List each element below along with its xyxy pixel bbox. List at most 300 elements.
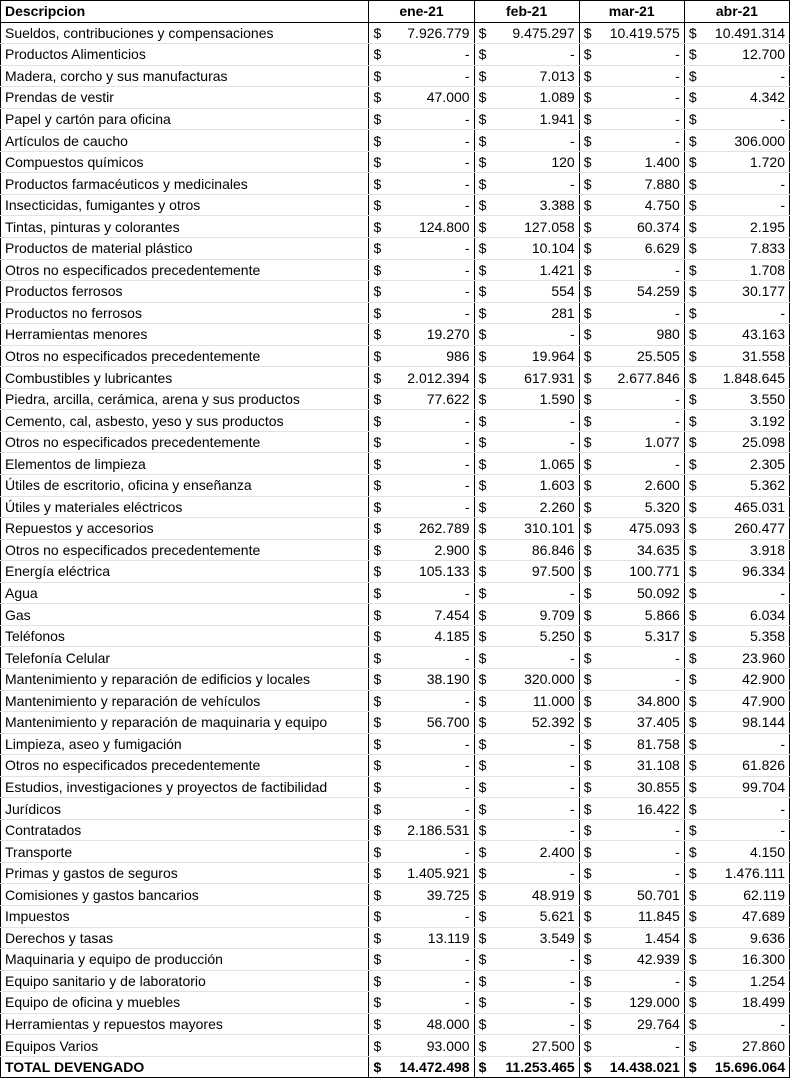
currency-symbol: $ — [369, 302, 389, 324]
row-value: 1.077 — [599, 431, 684, 453]
currency-symbol: $ — [684, 151, 704, 173]
currency-symbol: $ — [369, 324, 389, 346]
row-description: Jurídicos — [1, 798, 369, 820]
row-value: - — [389, 130, 474, 152]
row-value: 25.098 — [704, 431, 789, 453]
row-value: 1.941 — [494, 108, 579, 130]
row-value: - — [389, 431, 474, 453]
currency-symbol: $ — [579, 625, 599, 647]
currency-symbol: $ — [579, 130, 599, 152]
table-row — [1, 388, 790, 410]
row-description: Teléfonos — [1, 625, 369, 647]
currency-symbol: $ — [579, 410, 599, 432]
table-row — [1, 927, 790, 949]
currency-symbol: $ — [684, 625, 704, 647]
currency-symbol: $ — [474, 281, 494, 303]
row-description: Derechos y tasas — [1, 927, 369, 949]
currency-symbol: $ — [579, 884, 599, 906]
row-value: 617.931 — [494, 367, 579, 389]
row-value: 1.089 — [494, 87, 579, 109]
currency-symbol: $ — [369, 712, 389, 734]
row-value: 7.454 — [389, 604, 474, 626]
currency-symbol: $ — [474, 884, 494, 906]
currency-symbol: $ — [579, 561, 599, 583]
currency-symbol: $ — [369, 518, 389, 540]
currency-symbol: $ — [474, 410, 494, 432]
table-body — [1, 22, 790, 1056]
row-value: - — [389, 410, 474, 432]
currency-symbol: $ — [579, 388, 599, 410]
currency-symbol: $ — [684, 302, 704, 324]
row-value: 260.477 — [704, 518, 789, 540]
currency-symbol: $ — [369, 108, 389, 130]
currency-symbol: $ — [579, 108, 599, 130]
total-value: 14.438.021 — [599, 1056, 684, 1078]
currency-symbol: $ — [369, 905, 389, 927]
row-value: 2.186.531 — [389, 819, 474, 841]
table-row — [1, 44, 790, 66]
total-row — [1, 1056, 790, 1078]
row-value: 2.400 — [494, 841, 579, 863]
row-value: 3.550 — [704, 388, 789, 410]
currency-symbol: $ — [684, 1013, 704, 1035]
currency-symbol: $ — [369, 65, 389, 87]
row-value: - — [704, 798, 789, 820]
row-description: Limpieza, aseo y fumigación — [1, 733, 369, 755]
row-description: Agua — [1, 582, 369, 604]
row-value: - — [389, 733, 474, 755]
row-description: Tintas, pinturas y colorantes — [1, 216, 369, 238]
row-value: - — [389, 173, 474, 195]
row-value: - — [599, 44, 684, 66]
currency-symbol: $ — [579, 475, 599, 497]
row-value: 4.342 — [704, 87, 789, 109]
row-value: 56.700 — [389, 712, 474, 734]
currency-symbol: $ — [369, 884, 389, 906]
row-description: Mantenimiento y reparación de vehículos — [1, 690, 369, 712]
row-value: 48.919 — [494, 884, 579, 906]
currency-symbol: $ — [369, 194, 389, 216]
row-value: 9.475.297 — [494, 22, 579, 44]
row-description: Artículos de caucho — [1, 130, 369, 152]
table-row — [1, 798, 790, 820]
row-description: Herramientas y repuestos mayores — [1, 1013, 369, 1035]
currency-symbol: $ — [684, 862, 704, 884]
row-value: - — [389, 453, 474, 475]
header-description: Descripcion — [1, 1, 369, 23]
currency-symbol: $ — [684, 949, 704, 971]
row-value: - — [389, 755, 474, 777]
row-value: 1.254 — [704, 970, 789, 992]
currency-symbol: $ — [684, 475, 704, 497]
row-value: 47.000 — [389, 87, 474, 109]
row-value: 2.260 — [494, 496, 579, 518]
row-description: Mantenimiento y reparación de maquinaria y equipo — [1, 712, 369, 734]
row-description: Gas — [1, 604, 369, 626]
row-value: 3.192 — [704, 410, 789, 432]
currency-symbol: $ — [579, 776, 599, 798]
row-description: Repuestos y accesorios — [1, 518, 369, 540]
currency-symbol: $ — [579, 798, 599, 820]
currency-symbol: $ — [474, 733, 494, 755]
currency-symbol: $ — [684, 712, 704, 734]
table-row — [1, 755, 790, 777]
row-value: 3.388 — [494, 194, 579, 216]
row-value: - — [599, 819, 684, 841]
row-value: 39.725 — [389, 884, 474, 906]
row-value: 262.789 — [389, 518, 474, 540]
row-description: Equipo sanitario y de laboratorio — [1, 970, 369, 992]
currency-symbol: $ — [369, 798, 389, 820]
row-description: Productos Alimenticios — [1, 44, 369, 66]
row-value: 47.689 — [704, 905, 789, 927]
currency-symbol: $ — [579, 22, 599, 44]
table-row — [1, 108, 790, 130]
currency-symbol: $ — [474, 604, 494, 626]
currency-symbol: $ — [369, 625, 389, 647]
row-description: Piedra, arcilla, cerámica, arena y sus productos — [1, 388, 369, 410]
row-description: Útiles y materiales eléctricos — [1, 496, 369, 518]
row-value: 54.259 — [599, 281, 684, 303]
currency-symbol: $ — [369, 539, 389, 561]
currency-symbol: $ — [684, 431, 704, 453]
row-value: - — [389, 238, 474, 260]
row-value: - — [389, 65, 474, 87]
currency-symbol: $ — [684, 44, 704, 66]
row-value: 31.108 — [599, 755, 684, 777]
row-value: - — [704, 582, 789, 604]
table-row — [1, 647, 790, 669]
currency-symbol: $ — [684, 65, 704, 87]
row-value: 306.000 — [704, 130, 789, 152]
row-value: 281 — [494, 302, 579, 324]
row-value: 7.833 — [704, 238, 789, 260]
row-value: 10.419.575 — [599, 22, 684, 44]
row-value: 10.104 — [494, 238, 579, 260]
currency-symbol: $ — [579, 194, 599, 216]
table-row — [1, 905, 790, 927]
currency-symbol: $ — [369, 1035, 389, 1057]
currency-symbol: $ — [684, 238, 704, 260]
currency-symbol: $ — [579, 755, 599, 777]
row-description: Compuestos químicos — [1, 151, 369, 173]
row-value: - — [389, 949, 474, 971]
currency-symbol: $ — [684, 927, 704, 949]
row-description: Cemento, cal, asbesto, yeso y sus productos — [1, 410, 369, 432]
row-value: 1.590 — [494, 388, 579, 410]
table-row — [1, 194, 790, 216]
currency-symbol: $ — [369, 819, 389, 841]
row-description: Productos de material plástico — [1, 238, 369, 260]
row-value: - — [389, 108, 474, 130]
row-value: 34.635 — [599, 539, 684, 561]
currency-symbol: $ — [474, 345, 494, 367]
table-row — [1, 87, 790, 109]
row-value: - — [389, 690, 474, 712]
row-value: 86.846 — [494, 539, 579, 561]
currency-symbol: $ — [474, 755, 494, 777]
currency-symbol: $ — [684, 259, 704, 281]
row-value: 310.101 — [494, 518, 579, 540]
currency-symbol: $ — [474, 539, 494, 561]
row-value: 1.848.645 — [704, 367, 789, 389]
currency-symbol: $ — [474, 1035, 494, 1057]
row-description: Papel y cartón para oficina — [1, 108, 369, 130]
row-value: - — [599, 302, 684, 324]
currency-symbol: $ — [684, 22, 704, 44]
row-value: - — [599, 841, 684, 863]
row-value: 1.400 — [599, 151, 684, 173]
currency-symbol: $ — [579, 259, 599, 281]
currency-symbol: $ — [579, 668, 599, 690]
row-value: - — [494, 819, 579, 841]
currency-symbol: $ — [579, 841, 599, 863]
table-row — [1, 216, 790, 238]
row-value: - — [494, 992, 579, 1014]
row-value: - — [494, 44, 579, 66]
row-value: 48.000 — [389, 1013, 474, 1035]
currency-symbol: $ — [579, 518, 599, 540]
currency-symbol: $ — [684, 518, 704, 540]
currency-symbol: $ — [474, 22, 494, 44]
row-value: 42.900 — [704, 668, 789, 690]
currency-symbol: $ — [474, 776, 494, 798]
row-value: 5.250 — [494, 625, 579, 647]
row-value: 30.855 — [599, 776, 684, 798]
table-row — [1, 410, 790, 432]
currency-symbol: $ — [369, 647, 389, 669]
currency-symbol: $ — [579, 1056, 599, 1078]
row-value: 4.185 — [389, 625, 474, 647]
row-value: - — [389, 496, 474, 518]
currency-symbol: $ — [369, 690, 389, 712]
row-value: - — [704, 302, 789, 324]
table-row — [1, 130, 790, 152]
table-row — [1, 151, 790, 173]
currency-symbol: $ — [579, 238, 599, 260]
row-value: 30.177 — [704, 281, 789, 303]
row-value: 1.065 — [494, 453, 579, 475]
currency-symbol: $ — [474, 841, 494, 863]
row-value: 38.190 — [389, 668, 474, 690]
currency-symbol: $ — [474, 108, 494, 130]
currency-symbol: $ — [579, 539, 599, 561]
row-description: Prendas de vestir — [1, 87, 369, 109]
currency-symbol: $ — [369, 453, 389, 475]
currency-symbol: $ — [684, 539, 704, 561]
row-value: 13.119 — [389, 927, 474, 949]
row-value: 19.270 — [389, 324, 474, 346]
row-value: - — [494, 755, 579, 777]
currency-symbol: $ — [684, 194, 704, 216]
row-description: Transporte — [1, 841, 369, 863]
currency-symbol: $ — [579, 905, 599, 927]
table-row — [1, 259, 790, 281]
currency-symbol: $ — [684, 388, 704, 410]
currency-symbol: $ — [579, 647, 599, 669]
row-value: 5.362 — [704, 475, 789, 497]
currency-symbol: $ — [369, 841, 389, 863]
currency-symbol: $ — [474, 65, 494, 87]
currency-symbol: $ — [579, 604, 599, 626]
currency-symbol: $ — [474, 582, 494, 604]
currency-symbol: $ — [369, 927, 389, 949]
header-month: abr-21 — [684, 1, 789, 23]
currency-symbol: $ — [369, 151, 389, 173]
header-month: ene-21 — [369, 1, 474, 23]
total-value: 14.472.498 — [389, 1056, 474, 1078]
currency-symbol: $ — [579, 496, 599, 518]
table-row — [1, 475, 790, 497]
currency-symbol: $ — [369, 216, 389, 238]
currency-symbol: $ — [474, 151, 494, 173]
row-value: 5.358 — [704, 625, 789, 647]
currency-symbol: $ — [474, 905, 494, 927]
currency-symbol: $ — [579, 324, 599, 346]
row-value: 11.000 — [494, 690, 579, 712]
currency-symbol: $ — [474, 453, 494, 475]
table-row — [1, 431, 790, 453]
currency-symbol: $ — [474, 87, 494, 109]
row-value: 99.704 — [704, 776, 789, 798]
row-value: - — [494, 647, 579, 669]
row-value: 27.500 — [494, 1035, 579, 1057]
table-row — [1, 367, 790, 389]
currency-symbol: $ — [579, 431, 599, 453]
table-row — [1, 712, 790, 734]
currency-symbol: $ — [474, 949, 494, 971]
currency-symbol: $ — [369, 755, 389, 777]
currency-symbol: $ — [369, 733, 389, 755]
currency-symbol: $ — [369, 410, 389, 432]
currency-symbol: $ — [369, 992, 389, 1014]
table-row — [1, 841, 790, 863]
row-description: Estudios, investigaciones y proyectos de factibilidad — [1, 776, 369, 798]
row-description: Herramientas menores — [1, 324, 369, 346]
row-value: - — [494, 431, 579, 453]
currency-symbol: $ — [684, 496, 704, 518]
currency-symbol: $ — [474, 518, 494, 540]
row-value: 2.195 — [704, 216, 789, 238]
currency-symbol: $ — [579, 733, 599, 755]
row-value: 320.000 — [494, 668, 579, 690]
row-description: Sueldos, contribuciones y compensaciones — [1, 22, 369, 44]
row-value: - — [704, 194, 789, 216]
table-row — [1, 625, 790, 647]
currency-symbol: $ — [579, 690, 599, 712]
currency-symbol: $ — [684, 345, 704, 367]
currency-symbol: $ — [684, 87, 704, 109]
row-description: Primas y gastos de seguros — [1, 862, 369, 884]
table-row — [1, 561, 790, 583]
currency-symbol: $ — [474, 388, 494, 410]
row-value: 23.960 — [704, 647, 789, 669]
currency-symbol: $ — [474, 194, 494, 216]
currency-symbol: $ — [474, 475, 494, 497]
row-value: 11.845 — [599, 905, 684, 927]
row-value: 2.012.394 — [389, 367, 474, 389]
table-row — [1, 668, 790, 690]
row-value: - — [599, 668, 684, 690]
row-value: 3.549 — [494, 927, 579, 949]
row-description: Energía eléctrica — [1, 561, 369, 583]
currency-symbol: $ — [684, 841, 704, 863]
row-value: - — [389, 281, 474, 303]
table-row — [1, 65, 790, 87]
currency-symbol: $ — [684, 884, 704, 906]
currency-symbol: $ — [369, 130, 389, 152]
row-value: 5.621 — [494, 905, 579, 927]
row-description: Telefonía Celular — [1, 647, 369, 669]
currency-symbol: $ — [474, 561, 494, 583]
currency-symbol: $ — [474, 1056, 494, 1078]
currency-symbol: $ — [684, 798, 704, 820]
row-value: 124.800 — [389, 216, 474, 238]
row-value: - — [494, 798, 579, 820]
table-row — [1, 776, 790, 798]
row-description: Contratados — [1, 819, 369, 841]
row-value: - — [494, 733, 579, 755]
total-label: TOTAL DEVENGADO — [1, 1056, 369, 1078]
currency-symbol: $ — [474, 130, 494, 152]
row-description: Mantenimiento y reparación de edificios y locales — [1, 668, 369, 690]
currency-symbol: $ — [369, 44, 389, 66]
row-value: 3.918 — [704, 539, 789, 561]
currency-symbol: $ — [579, 992, 599, 1014]
row-description: Equipos Varios — [1, 1035, 369, 1057]
row-value: 50.092 — [599, 582, 684, 604]
row-description: Insecticidas, fumigantes y otros — [1, 194, 369, 216]
row-value: 4.750 — [599, 194, 684, 216]
currency-symbol: $ — [369, 388, 389, 410]
row-value: - — [494, 324, 579, 346]
currency-symbol: $ — [474, 690, 494, 712]
table-row — [1, 238, 790, 260]
table-row — [1, 173, 790, 195]
currency-symbol: $ — [684, 130, 704, 152]
row-value: - — [389, 582, 474, 604]
row-description: Otros no especificados precedentemente — [1, 539, 369, 561]
currency-symbol: $ — [369, 561, 389, 583]
row-value: 9.709 — [494, 604, 579, 626]
row-value: 1.421 — [494, 259, 579, 281]
currency-symbol: $ — [369, 668, 389, 690]
row-value: - — [704, 1013, 789, 1035]
row-value: - — [389, 259, 474, 281]
table-row — [1, 1013, 790, 1035]
currency-symbol: $ — [684, 905, 704, 927]
total-value: 15.696.064 — [704, 1056, 789, 1078]
row-value: - — [599, 65, 684, 87]
row-value: - — [599, 388, 684, 410]
row-value: - — [599, 130, 684, 152]
table-row — [1, 970, 790, 992]
table-row — [1, 22, 790, 44]
table-row — [1, 819, 790, 841]
currency-symbol: $ — [579, 345, 599, 367]
row-value: 47.900 — [704, 690, 789, 712]
row-value: - — [494, 173, 579, 195]
header-month: mar-21 — [579, 1, 684, 23]
row-value: 465.031 — [704, 496, 789, 518]
table-row — [1, 539, 790, 561]
currency-symbol: $ — [369, 1056, 389, 1078]
currency-symbol: $ — [579, 281, 599, 303]
row-description: Madera, corcho y sus manufacturas — [1, 65, 369, 87]
row-value: 9.636 — [704, 927, 789, 949]
row-value: 42.939 — [599, 949, 684, 971]
row-value: 2.900 — [389, 539, 474, 561]
